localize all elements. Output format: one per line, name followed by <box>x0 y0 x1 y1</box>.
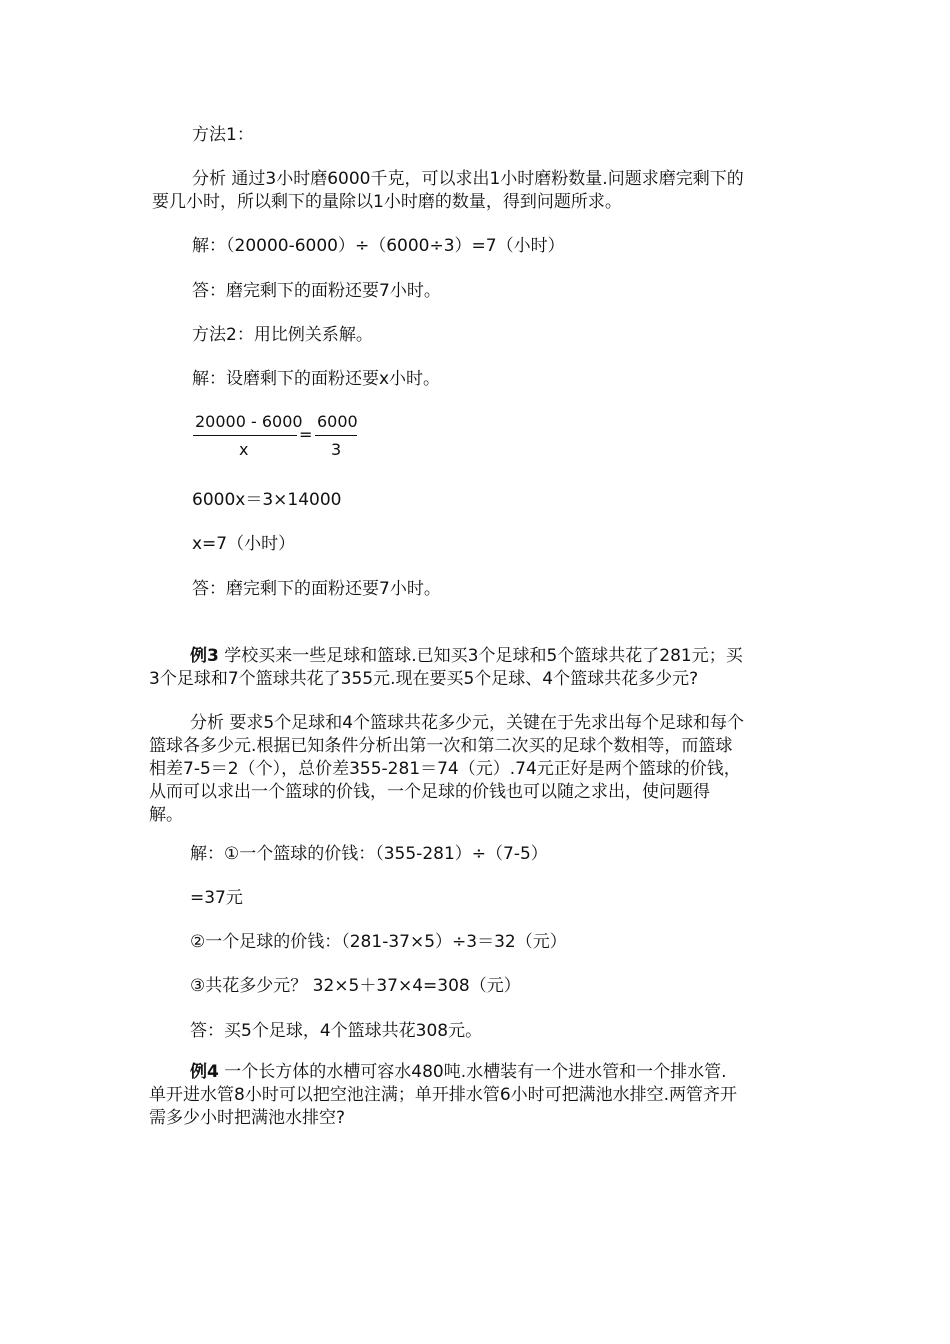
example3-label: 例3 <box>190 646 219 666</box>
method2-setup: 解：设磨剩下的面粉还要x小时。 <box>192 369 441 389</box>
example3-analysis-line5: 解。 <box>149 805 183 825</box>
method2-equation2: x=7（小时） <box>192 534 296 554</box>
example3-analysis-line2: 篮球各多少元.根据已知条件分析出第一次和第二次买的足球个数相等，而篮球 <box>149 736 733 756</box>
example4-problem-line3: 需多少小时把满池水排空? <box>149 1108 346 1128</box>
example3-answer: 答：买5个足球，4个篮球共花308元。 <box>190 1021 483 1041</box>
proportion-equation <box>193 412 363 462</box>
method1-heading: 方法1： <box>192 125 254 145</box>
fraction-left-numerator: 20000 - 6000 <box>195 412 303 431</box>
equals-sign: = <box>299 425 313 444</box>
fraction-right-numerator: 6000 <box>317 412 358 431</box>
example4-problem-text: 一个长方体的水槽可容水480吨.水槽装有一个进水管和一个排水管. <box>224 1062 727 1082</box>
example3-step2: ②一个足球的价钱：（281-37×5）÷3＝32（元） <box>190 932 567 952</box>
example3-step1: 解：①一个篮球的价钱：（355-281）÷（7-5） <box>190 844 548 864</box>
method1-analysis-line1: 分析 通过3小时磨6000千克，可以求出1小时磨粉数量.问题求磨完剩下的 <box>192 169 744 189</box>
method1-answer: 答：磨完剩下的面粉还要7小时。 <box>192 281 441 301</box>
fraction-left-bar <box>193 435 297 436</box>
example4-problem-line1 <box>190 1061 727 1083</box>
method1-solution: 解：（20000-6000）÷（6000÷3）=7（小时） <box>192 236 565 256</box>
example3-analysis-line3: 相差7-5＝2（个），总价差355-281＝74（元）.74元正好是两个篮球的价钱， <box>149 759 741 779</box>
method2-equation1: 6000x＝3×14000 <box>192 490 342 510</box>
method2-answer: 答：磨完剩下的面粉还要7小时。 <box>192 579 441 599</box>
fraction-right-denominator: 3 <box>331 440 342 459</box>
fraction-left-denominator: x <box>239 440 249 459</box>
example4-label: 例4 <box>190 1062 219 1082</box>
fraction-right-bar <box>315 435 357 436</box>
example4-problem-line2: 单开进水管8小时可以把空池注满；单开排水管6小时可把满池水排空.两管齐开 <box>149 1085 738 1105</box>
example3-analysis-line4: 从而可以求出一个篮球的价钱，一个足球的价钱也可以随之求出，使问题得 <box>149 782 710 802</box>
method1-analysis-line2: 要几小时，所以剩下的量除以1小时磨的数量，得到问题所求。 <box>152 192 622 212</box>
example3-problem-line1 <box>190 645 743 667</box>
example3-step1-result: =37元 <box>190 888 243 908</box>
example3-problem-line2: 3个足球和7个篮球共花了355元.现在要买5个足球、4个篮球共花多少元? <box>149 669 699 689</box>
example3-step3: ③共花多少元？ 32×5＋37×4=308（元） <box>190 976 521 996</box>
method2-heading: 方法2：用比例关系解。 <box>192 325 373 345</box>
example3-problem-text: 学校买来一些足球和篮球.已知买3个足球和5个篮球共花了281元；买 <box>224 646 743 666</box>
example3-analysis-line1: 分析 要求5个足球和4个篮球共花多少元，关键在于先求出每个足球和每个 <box>190 713 745 733</box>
